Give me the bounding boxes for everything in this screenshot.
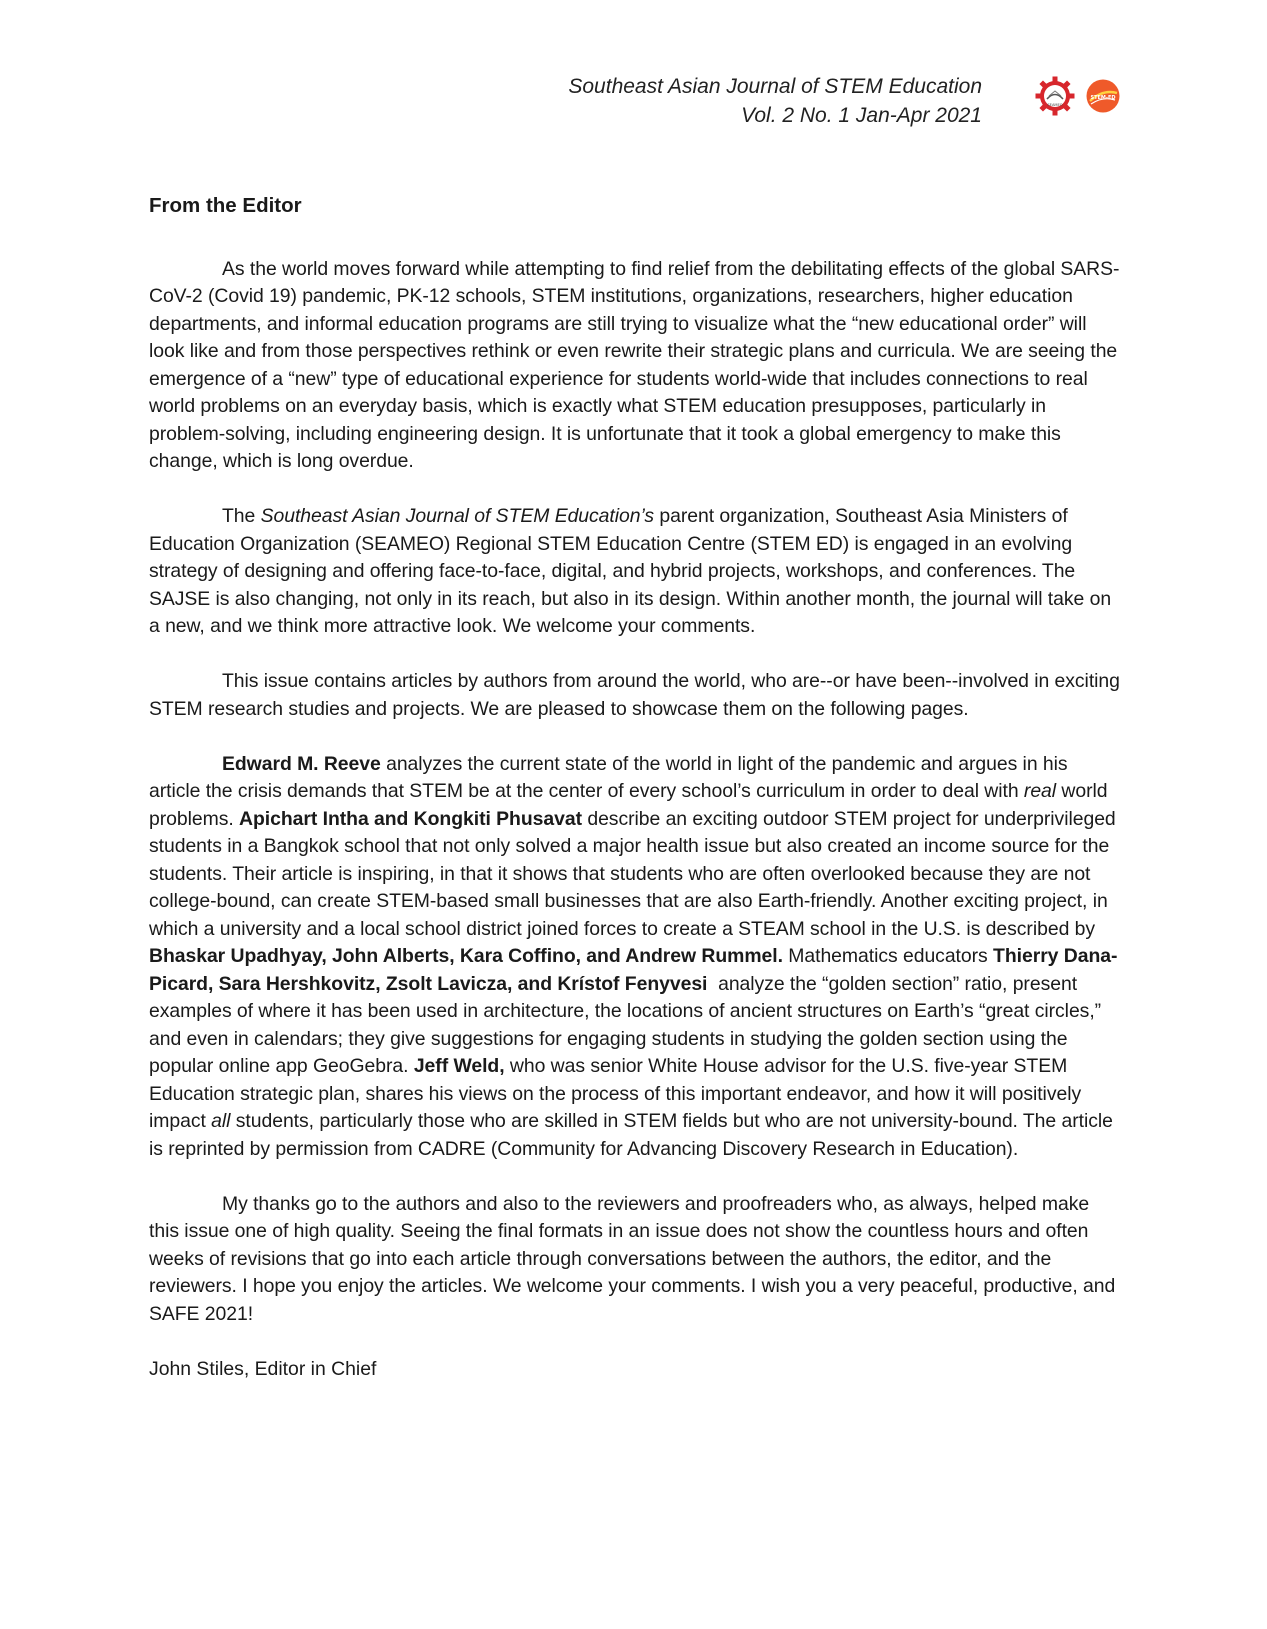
stem-ed-logo-icon bbox=[1087, 80, 1120, 113]
p4-text-7: students, particularly those who are skilled in STEM fields but who are not university-bound. The article is reprinted by permission from CADRE (Community for Advancing Discovery Research in Education). bbox=[149, 1110, 1113, 1160]
p4-text-4: Mathematics educators bbox=[782, 945, 994, 967]
author-reeve: Edward M. Reeve bbox=[222, 752, 381, 775]
paragraph-issue-overview: This issue contains articles by authors from around the world, who are--or have been--involved in exciting STEM research studies and projects. We are pleased to showcase them on the following pages. bbox=[149, 670, 1120, 720]
seameo-logo-icon bbox=[1036, 77, 1075, 116]
p4-text-6: who was senior White House advisor for the U.S. five-year STEM Education strategic plan, shares his views on the process of this important endeavor, and how it will positively impact bbox=[149, 1055, 1082, 1132]
p2-after: parent organization, Southeast Asia Ministers of Education Organization (SEAMEO) Regional STEM Education Centre (STEM ED) is engaged in an evolving strategy of designing and offering face-to-face, digital, and hybrid projects, workshops, and conferences. The SAJSE is also changing, not only in its reach, but also in its design. Within another month, the journal will take on a new, and we think more attractive look. We welcome your comments. bbox=[149, 505, 1112, 637]
editorial-body bbox=[149, 192, 1124, 1383]
seameo-logo-text: SEAMEO bbox=[1047, 103, 1063, 107]
stem-ed-logo-text: STEM-ED bbox=[1090, 95, 1116, 101]
page-title: From the Editor bbox=[149, 194, 302, 217]
paragraph-article-summaries bbox=[149, 751, 1124, 1164]
paragraph-parent-organization bbox=[149, 503, 1124, 641]
author-weld: Jeff Weld, bbox=[413, 1055, 505, 1077]
author-dana-picard-et-al: Thierry Dana-Picard, Sara Hershkovitz, Zsolt Lavicza, and Krístof Fenyvesi bbox=[149, 945, 1118, 995]
author-intha-phusavat: Apichart Intha and Kongkiti Phusavat bbox=[239, 807, 582, 830]
paragraph-thanks: My thanks go to the authors and also to the reviewers and proofreaders who, as always, helped make this issue one of high quality. Seeing the final formats in an issue does not show the countless hours and often weeks of revisions that go into each article through conversations between the authors, the editor, and the reviewers. I hope you enjoy the articles. We welcome your comments. I wish you a very peaceful, productive, and SAFE 2021! bbox=[149, 1192, 1116, 1325]
journal-title: Southeast Asian Journal of STEM Education bbox=[568, 75, 982, 98]
p4-text-2: world problems. bbox=[149, 780, 1108, 830]
author-upadhyay-et-al: Bhaskar Upadhyay, John Alberts, Kara Coffino, and Andrew Rummel. bbox=[149, 945, 783, 967]
p4-text-5: analyze the “golden section” ratio, present examples of where it has been used in architecture, the locations of ancient structures on Earth’s “great circles,” and even in calendars; they give suggestions for engaging students in studying the golden section using the popular online app GeoGebra. bbox=[149, 972, 1107, 1077]
journal-header bbox=[568, 72, 982, 130]
paragraph-intro: As the world moves forward while attempting to find relief from the debilitating effects of the global SARS-CoV-2 (Covid 19) pandemic, PK-12 schools, STEM institutions, organizations, researchers, higher education departments, and informal education programs are still trying to visualize what the “new educational order” will look like and from those perspectives rethink or even rewrite their strategic plans and curricula. We are seeing the emergence of a “new” type of educational experience for students world-wide that includes connections to real world problems on an everyday basis, which is exactly what STEM education presupposes, particularly in problem-solving, including engineering design. It is unfortunate that it took a global emergency to make this change, which is long overdue. bbox=[149, 257, 1120, 472]
journal-name-italic: Southeast Asian Journal of STEM Education’s bbox=[260, 505, 655, 527]
emphasis-real: real bbox=[1023, 780, 1057, 802]
p2-before: The bbox=[222, 505, 261, 527]
journal-issue: Vol. 2 No. 1 Jan-Apr 2021 bbox=[741, 104, 982, 127]
journal-logos bbox=[1035, 76, 1125, 116]
editor-signature: John Stiles, Editor in Chief bbox=[149, 1357, 377, 1380]
emphasis-all: all bbox=[211, 1110, 231, 1132]
p4-text-1: analyzes the current state of the world in light of the pandemic and argues in his article the crisis demands that STEM be at the center of every school’s curriculum in order to deal with bbox=[149, 752, 1068, 802]
p4-text-3: describe an exciting outdoor STEM project for underprivileged students in a Bangkok school that not only solved a major health issue but also created an income source for the students. Their article is inspiring, in that it shows that students who are often overlooked because they are not college-bound, can create STEM-based small businesses that are also Earth-friendly. Another exciting project, in which a university and a local school district joined forces to create a STEAM school in the U.S. is described by bbox=[149, 807, 1116, 940]
